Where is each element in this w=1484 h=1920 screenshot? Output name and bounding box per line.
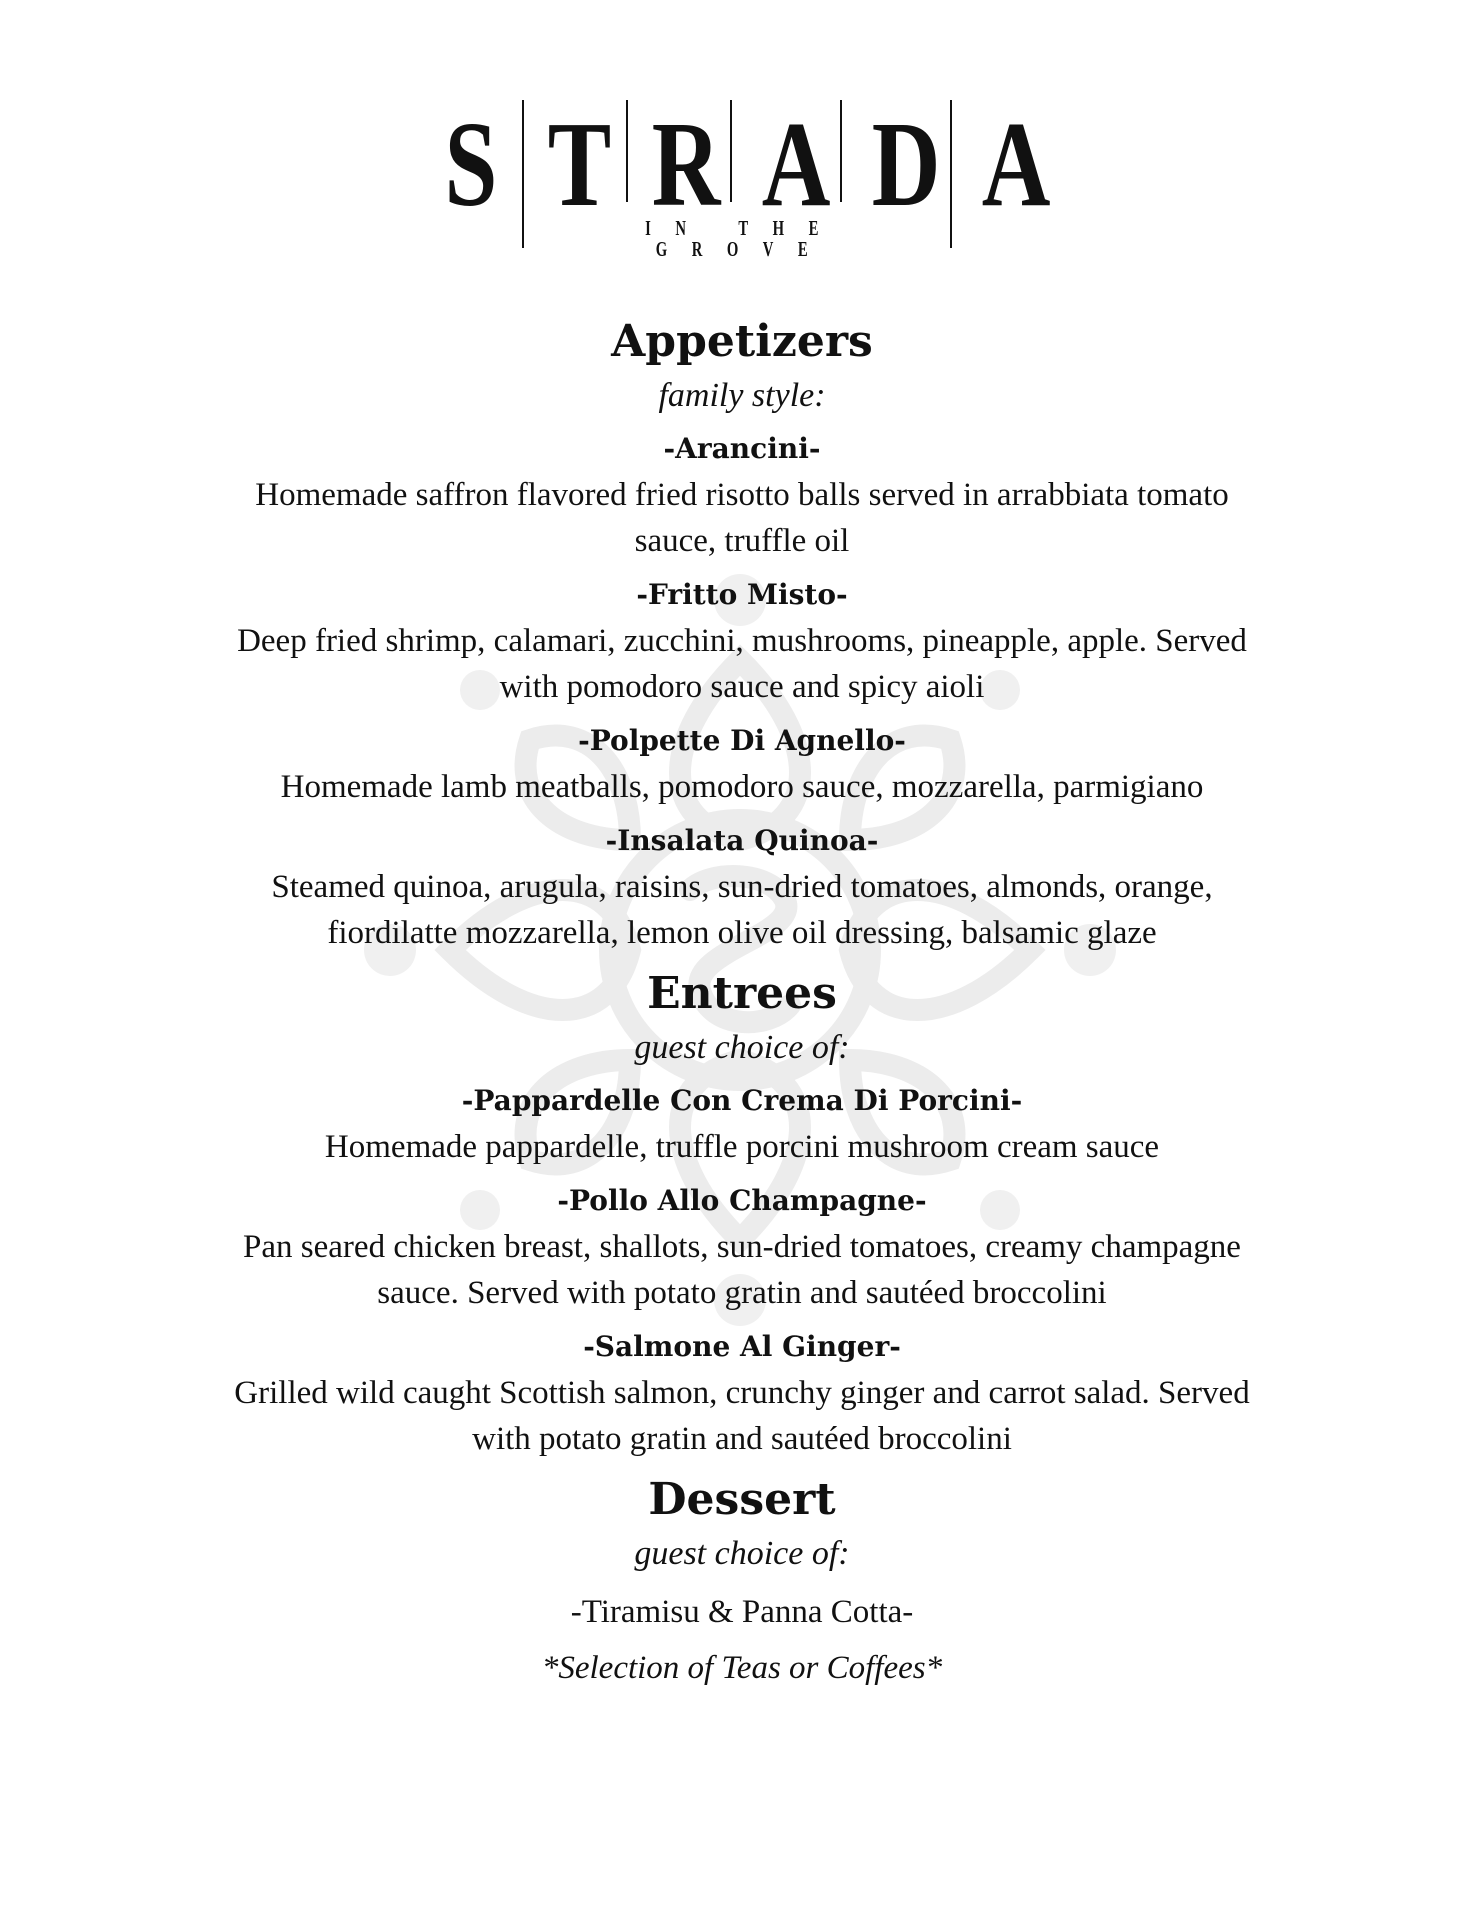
item-name: -Polpette Di Agnello-: [578, 724, 906, 757]
logo-letter: D: [871, 97, 941, 232]
logo-divider: [730, 100, 732, 202]
logo-divider: [626, 100, 628, 202]
menu-item: [150, 1324, 1334, 1462]
logo-letter: A: [981, 97, 1051, 232]
menu-item: [150, 818, 1334, 956]
description-line: Homemade pappardelle, truffle porcini mushroom cream sauce: [324, 1129, 1160, 1165]
section-note: guest choice of:: [634, 1029, 850, 1066]
logo-divider: [840, 100, 842, 202]
description-line: sauce. Served with potato gratin and sautéed broccolini: [377, 1275, 1107, 1311]
logo-divider: [950, 100, 952, 248]
item-description: [150, 1370, 1334, 1462]
item-description: [150, 1224, 1334, 1316]
section-heading: Dessert: [648, 1474, 836, 1525]
section-note: guest choice of:: [634, 1535, 850, 1572]
entrees-section: [150, 964, 1334, 1462]
description-line: with potato gratin and sautéed broccolini: [472, 1421, 1012, 1457]
description-line: Pan seared chicken breast, shallots, sun-dried tomatoes, creamy champagne: [243, 1229, 1241, 1265]
description-line: Deep fried shrimp, calamari, zucchini, mushrooms, pineapple, apple. Served: [237, 623, 1247, 659]
item-description: [150, 618, 1334, 710]
beverage-note: *Selection of Teas or Coffees*: [541, 1650, 943, 1686]
logo-tagline: IN THE GROVE: [645, 216, 843, 261]
logo-letter: A: [761, 97, 831, 232]
menu-body: [150, 312, 1334, 1696]
section-heading: Entrees: [647, 968, 837, 1019]
dessert-section: [150, 1470, 1334, 1696]
dessert-item: -Tiramisu & Panna Cotta-: [570, 1594, 914, 1630]
item-description: [150, 864, 1334, 956]
section-note: family style:: [658, 377, 826, 414]
description-line: Homemade saffron flavored fried risotto balls served in arrabbiata tomato: [255, 477, 1229, 513]
menu-item: [150, 572, 1334, 710]
menu-item: [150, 718, 1334, 810]
menu-item: [150, 1078, 1334, 1170]
description-line: sauce, truffle oil: [634, 523, 850, 559]
item-name: -Salmone Al Ginger-: [583, 1330, 901, 1363]
item-name: -Pappardelle Con Crema Di Porcini-: [461, 1084, 1023, 1117]
item-description: [150, 1124, 1334, 1170]
item-name: -Pollo Allo Champagne-: [557, 1184, 927, 1217]
item-description: [150, 764, 1334, 810]
description-line: Steamed quinoa, arugula, raisins, sun-dried tomatoes, almonds, orange,: [271, 869, 1213, 905]
item-description: [150, 472, 1334, 564]
appetizers-section: [150, 312, 1334, 956]
description-line: with pomodoro sauce and spicy aioli: [499, 669, 985, 705]
logo-divider: [522, 100, 524, 248]
item-name: -Fritto Misto-: [636, 578, 848, 611]
description-line: Grilled wild caught Scottish salmon, crunchy ginger and carrot salad. Served: [234, 1375, 1250, 1411]
logo-letter: T: [547, 97, 612, 232]
description-line: Homemade lamb meatballs, pomodoro sauce, mozzarella, parmigiano: [280, 769, 1204, 805]
menu-item: [150, 426, 1334, 564]
menu-item: [150, 1178, 1334, 1316]
logo-letter: R: [651, 97, 721, 232]
description-line: fiordilatte mozzarella, lemon olive oil dressing, balsamic glaze: [327, 915, 1157, 951]
item-name: -Insalata Quinoa-: [605, 824, 879, 857]
item-name: -Arancini-: [663, 432, 821, 465]
section-heading: Appetizers: [611, 316, 873, 367]
logo-letter: S: [444, 97, 498, 232]
